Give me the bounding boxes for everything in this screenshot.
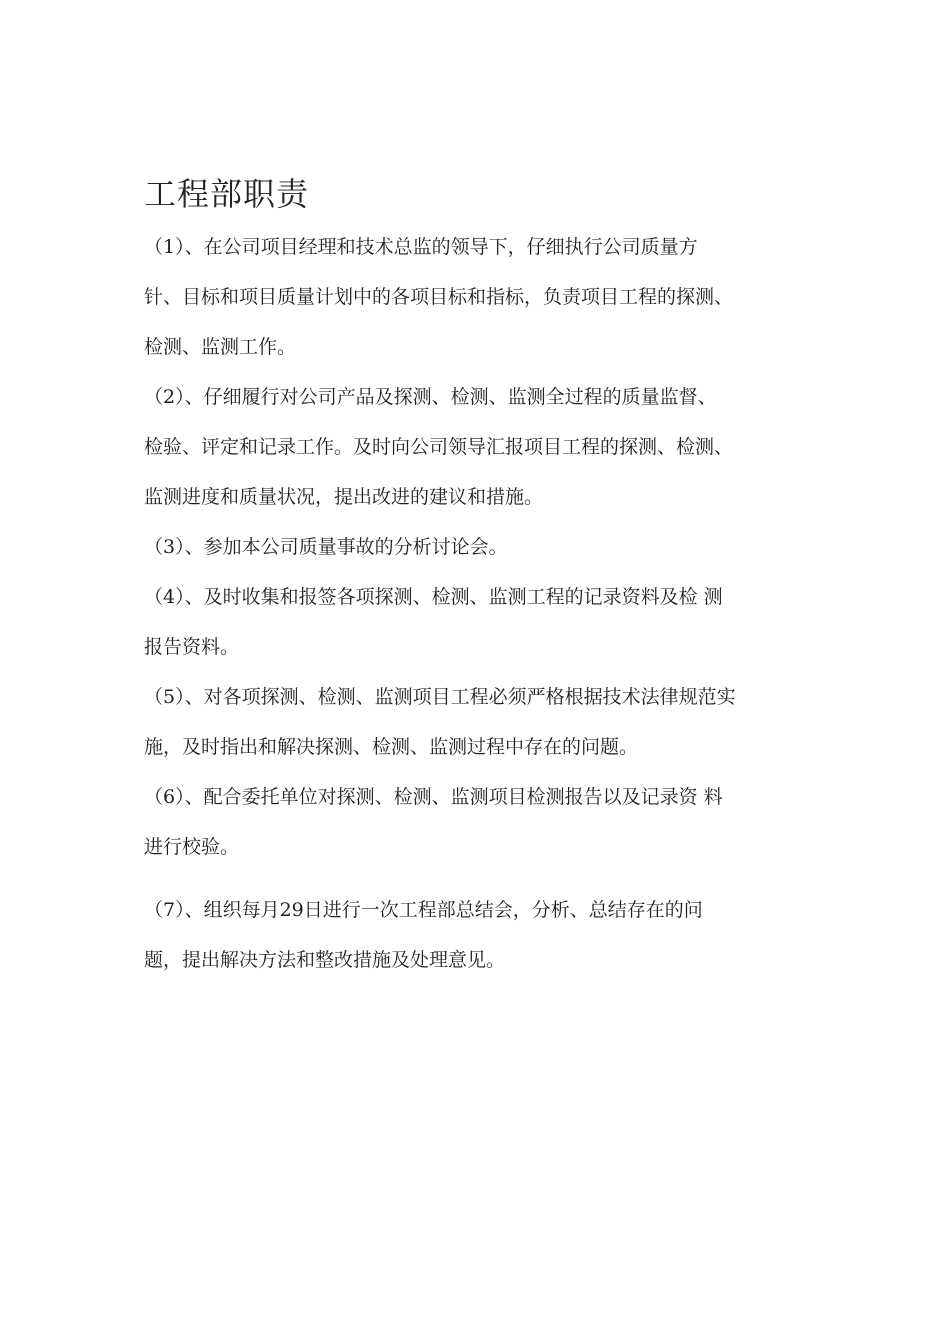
paragraph-1-line-2: 针、目标和项目质量计划中的各项目标和指标，负责项目工程的探测、 [144,286,734,308]
paragraph-2-line-1: （2）、仔细履行对公司产品及探测、检测、监测全过程的质量监督、 [144,386,717,408]
paragraph-5-line-1: （5）、对各项探测、检测、监测项目工程必须严格根据技术法律规范实 [144,686,736,708]
paragraph-5-line-2: 施，及时指出和解决探测、检测、监测过程中存在的问题。 [144,736,639,758]
paragraph-4-line-1: （4）、及时收集和报签各项探测、检测、监测工程的记录资料及检 测 [144,586,723,608]
paragraph-6-line-2: 进行校验。 [144,836,240,858]
paragraph-7-line-2: 题，提出解决方法和整改措施及处理意见。 [144,949,506,971]
paragraph-1-line-1: （1）、在公司项目经理和技术总监的领导下，仔细执行公司质量方 [144,236,698,258]
paragraph-4-line-2: 报告资料。 [144,636,240,658]
paragraph-1-line-3: 检测、监测工作。 [144,336,297,358]
paragraph-3-line-1: （3）、参加本公司质量事故的分析讨论会。 [144,536,508,558]
paragraph-2-line-3: 监测进度和质量状况，提出改进的建议和措施。 [144,486,544,508]
document-title: 工程部职责 [144,175,310,213]
paragraph-7-line-1: （7）、组织每月29日进行一次工程部总结会，分析、总结存在的问 [144,899,703,921]
paragraph-6-line-1: （6）、配合委托单位对探测、检测、监测项目检测报告以及记录资 料 [144,786,723,808]
paragraph-2-line-2: 检验、评定和记录工作。及时向公司领导汇报项目工程的探测、检测、 [144,436,734,458]
